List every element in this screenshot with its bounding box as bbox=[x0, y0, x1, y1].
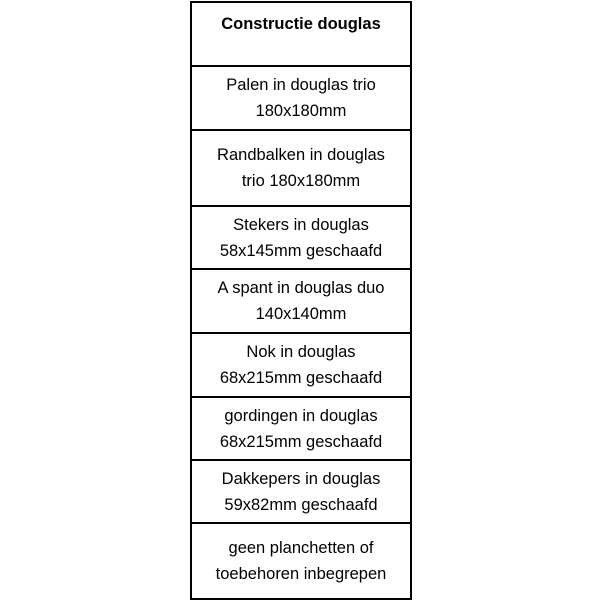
table-header: Constructie douglas bbox=[221, 15, 381, 33]
table-row bbox=[192, 524, 410, 600]
row-dakkepers: Dakkepers in douglas 59x82mm geschaafd bbox=[221, 469, 381, 514]
specification-table bbox=[190, 1, 412, 600]
table-row bbox=[192, 270, 410, 334]
table-row bbox=[192, 207, 410, 270]
row-nok: Nok in douglas 68x215mm geschaafd bbox=[219, 343, 383, 387]
row-randbalken: Randbalken in douglas trio 180x180mm bbox=[217, 146, 385, 190]
row-palen: Palen in douglas trio 180x180mm bbox=[226, 76, 376, 120]
table-row bbox=[192, 398, 410, 461]
row-a-spant: A spant in douglas duo 140x140mm bbox=[217, 279, 385, 323]
row-gordingen: gordingen in douglas 68x215mm geschaafd bbox=[219, 406, 383, 451]
table-row bbox=[192, 461, 410, 524]
table-row bbox=[192, 131, 410, 207]
table-row bbox=[192, 67, 410, 131]
row-geen-planchetten: geen planchetten of toebehoren inbegrepen bbox=[215, 539, 387, 583]
row-stekers: Stekers in douglas 58x145mm geschaafd bbox=[219, 215, 383, 260]
table-header-cell bbox=[192, 3, 410, 67]
table-row bbox=[192, 334, 410, 398]
